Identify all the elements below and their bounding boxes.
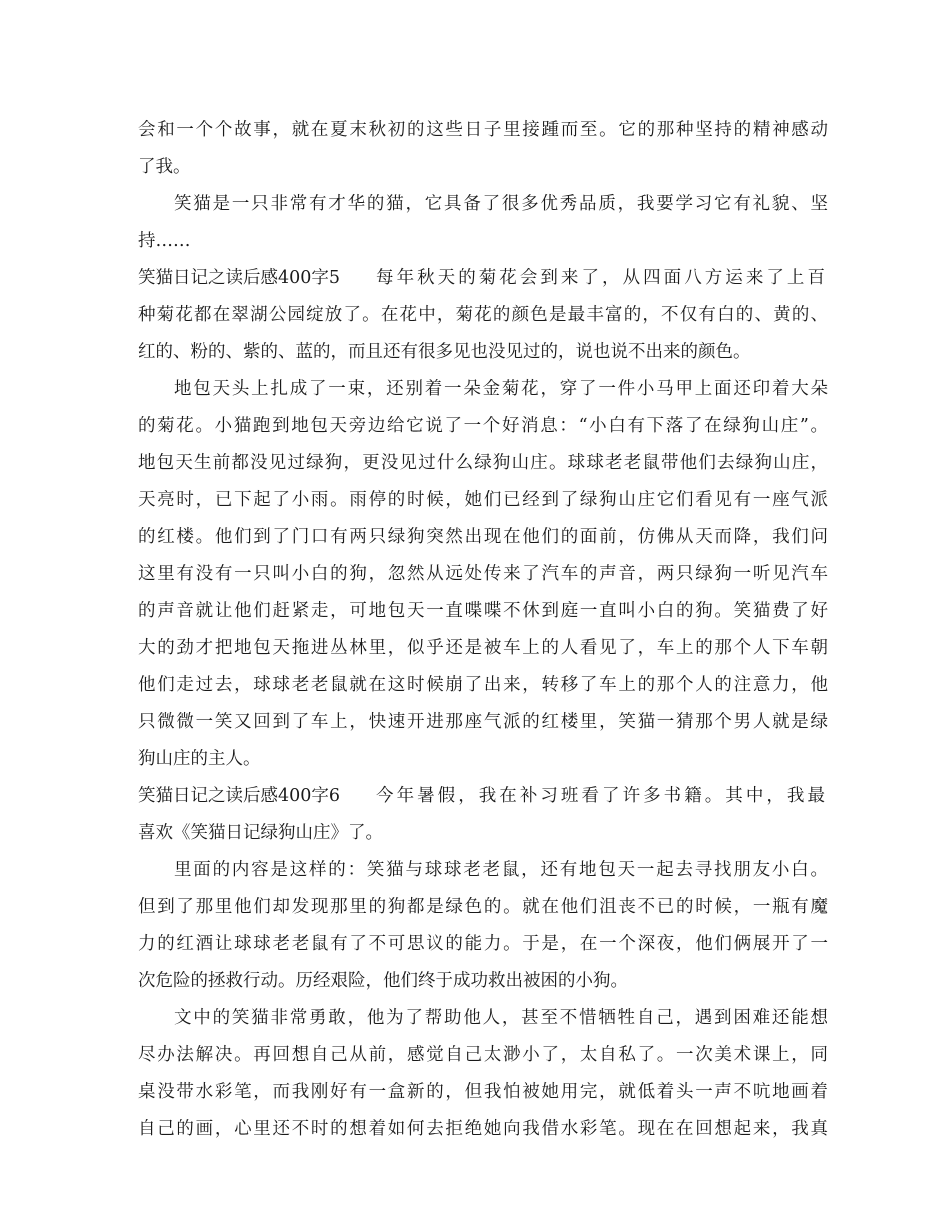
- line-text: 桌没带水彩笔，而我刚好有一盒新的，但我怕被她用完，就低着头一声不吭地画着: [138, 1082, 828, 1102]
- document-body: [138, 112, 828, 1148]
- line-text: 大的劲才把地包天拖进丛林里，似乎还是被车上的人看见了，车上的那个人下车朝: [138, 638, 828, 658]
- line-text: 今年暑假，我在补习班看了许多书籍。其中，我最: [376, 786, 828, 806]
- line-text: 喜欢《笑猫日记绿狗山庄》了。: [138, 823, 383, 843]
- line-text: 狗山庄的主人。: [138, 749, 261, 769]
- section-heading: 笑猫日记之读后感400字5: [138, 268, 341, 288]
- line-text: 的菊花。小猫跑到地包天旁边给它说了一个好消息：“小白有下落了在绿狗山庄”。: [138, 416, 828, 436]
- line-text: 尽办法解决。再回想自己从前，感觉自己太渺小了，太自私了。一次美术课上，同: [138, 1045, 828, 1065]
- text-line: [138, 889, 828, 926]
- text-line: [138, 297, 828, 334]
- text-line: [138, 445, 828, 482]
- text-line: [138, 334, 828, 371]
- line-text: 每年秋天的菊花会到来了，从四面八方运来了上百: [376, 268, 828, 288]
- line-text: 次危险的拯救行动。历经艰险，他们终于成功救出被困的小狗。: [138, 971, 628, 991]
- text-line: [138, 963, 828, 1000]
- text-line: [138, 223, 828, 260]
- section-heading: 笑猫日记之读后感400字6: [138, 786, 341, 806]
- text-line: [138, 667, 828, 704]
- text-line: [138, 1074, 828, 1111]
- text-line: [138, 112, 828, 149]
- line-text: 地包天生前都没见过绿狗，更没见过什么绿狗山庄。球球老老鼠带他们去绿狗山庄，: [138, 453, 828, 473]
- section-heading-line: [138, 260, 828, 297]
- text-line: [138, 1037, 828, 1074]
- line-text: 持……: [138, 231, 191, 251]
- line-text: 地包天头上扎成了一束，还别着一朵金菊花，穿了一件小马甲上面还印着大朵: [174, 379, 828, 399]
- text-line: [138, 1111, 828, 1148]
- line-text: 了我。: [138, 157, 191, 177]
- text-line: [138, 1000, 828, 1037]
- text-line: [138, 593, 828, 630]
- text-line: [138, 186, 828, 223]
- line-text: 但到了那里他们却发现那里的狗都是绿色的。就在他们沮丧不已的时候，一瓶有魔: [138, 897, 828, 917]
- line-text: 力的红酒让球球老老鼠有了不可思议的能力。于是，在一个深夜，他们俩展开了一: [138, 934, 828, 954]
- line-text: 天亮时，已下起了小雨。雨停的时候，她们已经到了绿狗山庄它们看见有一座气派: [138, 490, 828, 510]
- text-line: [138, 630, 828, 667]
- line-text: 只微微一笑又回到了车上，快速开进那座气派的红楼里，笑猫一猜那个男人就是绿: [138, 712, 828, 732]
- text-line: [138, 741, 828, 778]
- line-text: 红的、粉的、紫的、蓝的，而且还有很多见也没见过的，说也说不出来的颜色。: [138, 342, 751, 362]
- text-line: [138, 556, 828, 593]
- line-text: 会和一个个故事，就在夏末秋初的这些日子里接踵而至。它的那种坚持的精神感动: [138, 120, 828, 140]
- line-text: 种菊花都在翠湖公园绽放了。在花中，菊花的颜色是最丰富的，不仅有白的、黄的、: [138, 305, 828, 325]
- line-text: 文中的笑猫非常勇敢，他为了帮助他人，甚至不惜牺牲自己，遇到困难还能想: [174, 1008, 828, 1028]
- line-text: 里面的内容是这样的：笑猫与球球老老鼠，还有地包天一起去寻找朋友小白。: [174, 860, 828, 880]
- text-line: [138, 519, 828, 556]
- text-line: [138, 149, 828, 186]
- text-line: [138, 482, 828, 519]
- text-line: [138, 852, 828, 889]
- section-heading-line: [138, 778, 828, 815]
- text-line: [138, 926, 828, 963]
- line-text: 的声音就让他们赶紧走，可地包天一直喋喋不休到庭一直叫小白的狗。笑猫费了好: [138, 601, 828, 621]
- text-line: [138, 815, 828, 852]
- line-text: 这里有没有一只叫小白的狗，忽然从远处传来了汽车的声音，两只绿狗一听见汽车: [138, 564, 828, 584]
- line-text: 自己的画，心里还不时的想着如何去拒绝她向我借水彩笔。现在在回想起来，我真: [138, 1119, 828, 1139]
- line-text: 的红楼。他们到了门口有两只绿狗突然出现在他们的面前，仿佛从天而降，我们问: [138, 527, 828, 547]
- line-text: 他们走过去，球球老老鼠就在这时候崩了出来，转移了车上的那个人的注意力，他: [138, 675, 828, 695]
- text-line: [138, 408, 828, 445]
- text-line: [138, 371, 828, 408]
- text-line: [138, 704, 828, 741]
- line-text: 笑猫是一只非常有才华的猫，它具备了很多优秀品质，我要学习它有礼貌、坚: [174, 194, 828, 214]
